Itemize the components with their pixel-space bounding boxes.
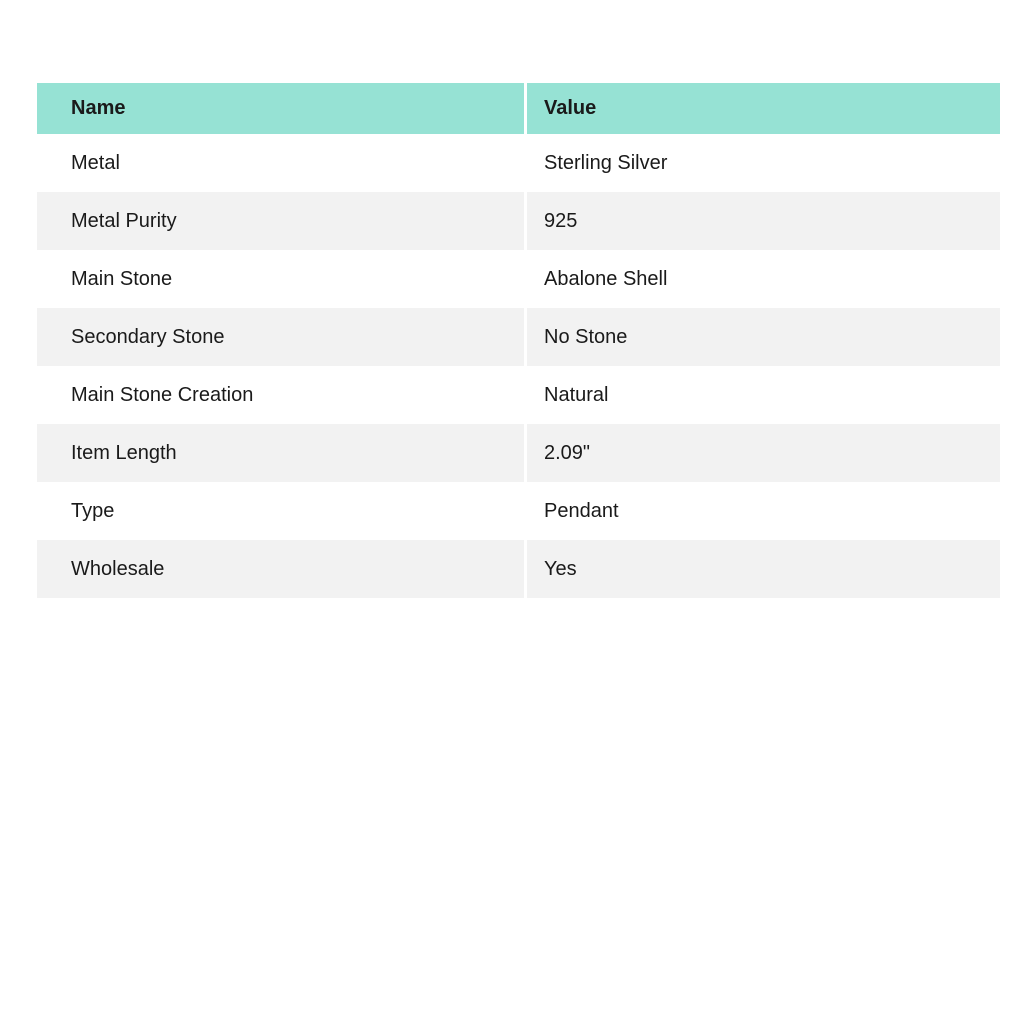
spec-name: Metal: [37, 134, 524, 192]
spec-value: 925: [524, 192, 1000, 250]
table-row: [37, 134, 1000, 192]
spec-value: 2.09": [524, 424, 1000, 482]
table-row: [37, 366, 1000, 424]
spec-name: Wholesale: [37, 540, 524, 598]
spec-value: Sterling Silver: [524, 134, 1000, 192]
table-row: [37, 482, 1000, 540]
spec-name: Metal Purity: [37, 192, 524, 250]
product-specs-table: [37, 83, 1000, 598]
spec-value: Pendant: [524, 482, 1000, 540]
spec-name: Item Length: [37, 424, 524, 482]
spec-value: Abalone Shell: [524, 250, 1000, 308]
spec-value: Natural: [524, 366, 1000, 424]
spec-name: Type: [37, 482, 524, 540]
column-header-value: Value: [524, 83, 1000, 134]
table-row: [37, 192, 1000, 250]
spec-value: Yes: [524, 540, 1000, 598]
table-row: [37, 540, 1000, 598]
spec-name: Main Stone Creation: [37, 366, 524, 424]
table-row: [37, 424, 1000, 482]
column-header-name: Name: [37, 83, 524, 134]
spec-value: No Stone: [524, 308, 1000, 366]
spec-name: Secondary Stone: [37, 308, 524, 366]
table-row: [37, 308, 1000, 366]
table-row: [37, 250, 1000, 308]
spec-name: Main Stone: [37, 250, 524, 308]
table-header-row: [37, 83, 1000, 134]
